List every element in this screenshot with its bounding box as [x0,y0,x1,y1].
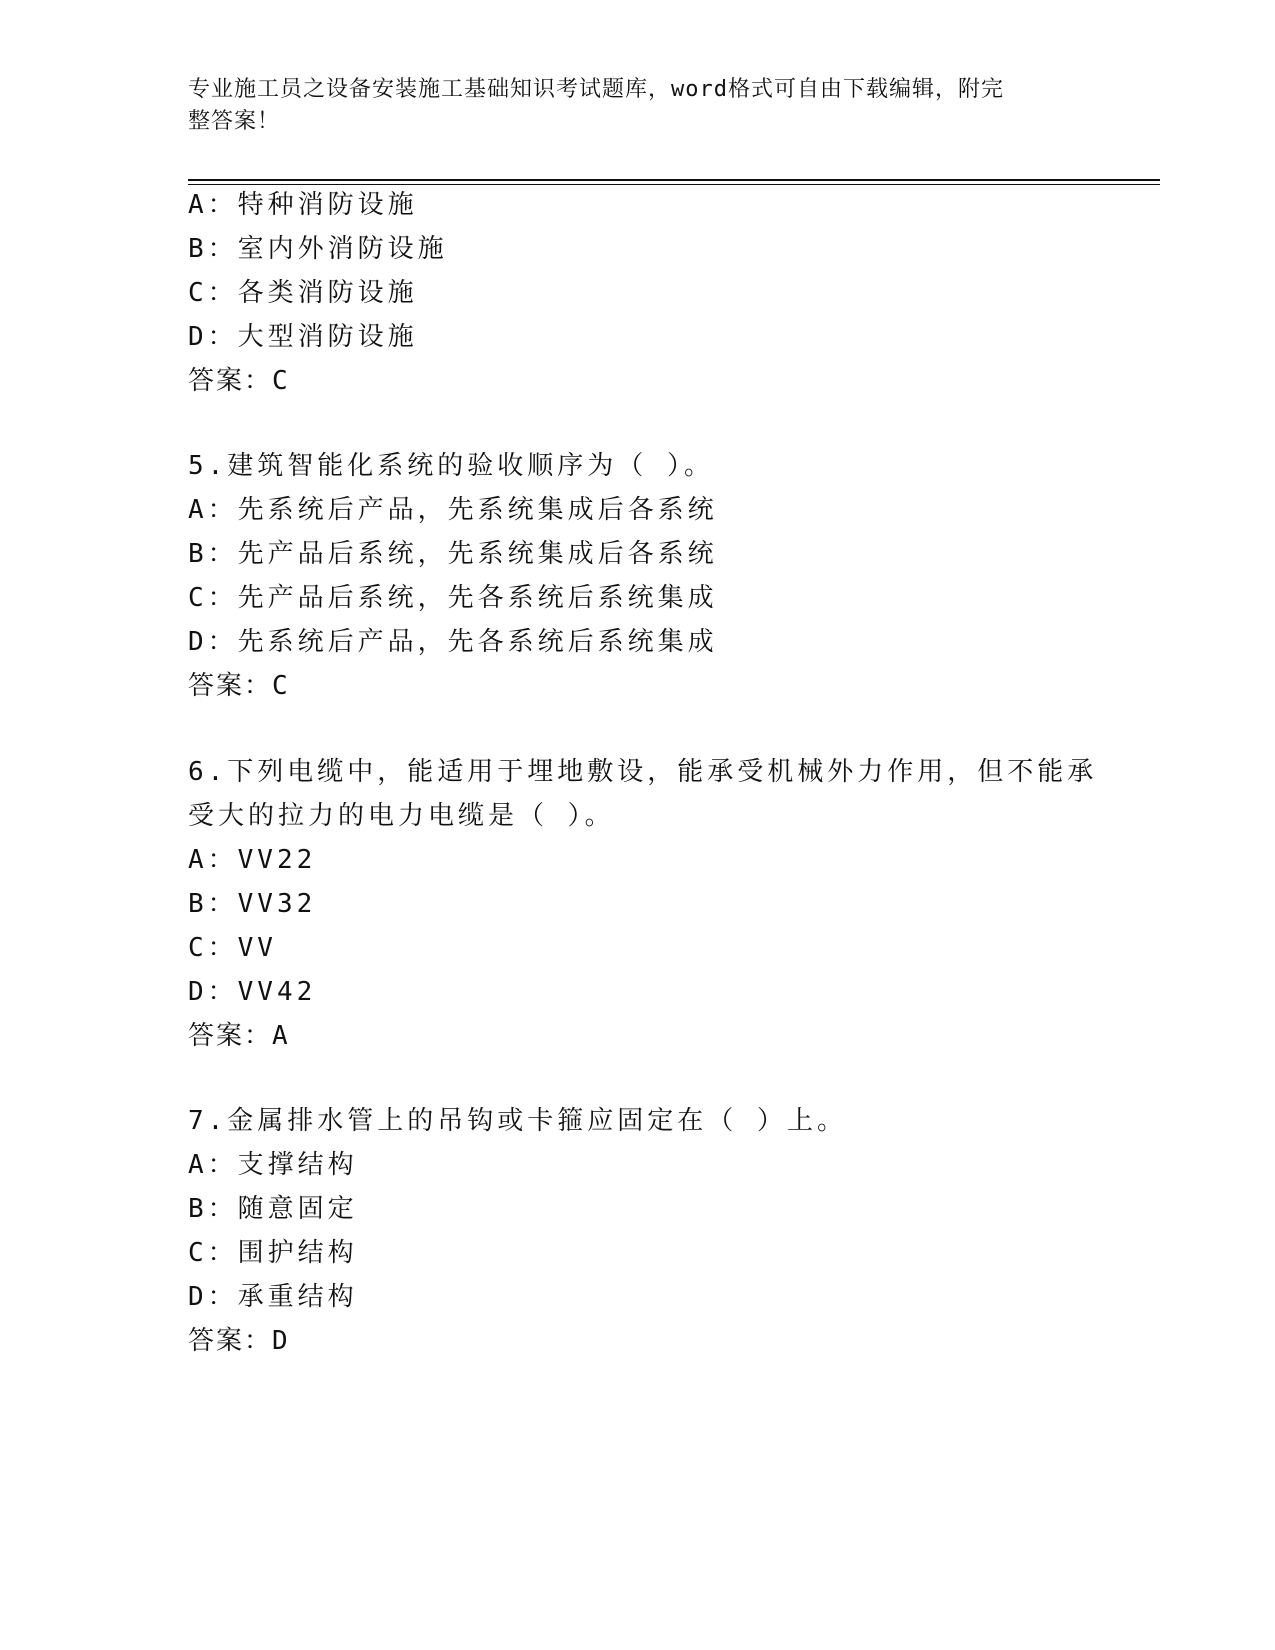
q7-option-d: D：承重结构 [188,1282,358,1312]
q5-option-b: B：先产品后系统，先系统集成后各系统 [188,539,718,569]
q4-option-a: A：特种消防设施 [188,190,418,220]
q6-stem-line-1: 6.下列电缆中，能适用于埋地敷设，能承受机械外力作用，但不能承 [188,757,1098,787]
q5-option-c: C：先产品后系统，先各系统后系统集成 [188,583,718,613]
q4-option-d: D：大型消防设施 [188,322,418,352]
q7-option-b: B：随意固定 [188,1194,358,1224]
q4-option-c: C：各类消防设施 [188,278,418,308]
header-rule-thin [188,184,1160,185]
header-line-1: 专业施工员之设备安装施工基础知识考试题库，word格式可自由下载编辑，附完 [188,77,1004,102]
header-line-2: 整答案！ [188,109,281,134]
header-rule-thick [188,179,1160,181]
q4-option-b: B：室内外消防设施 [188,234,448,264]
q6-option-a: A：VV22 [188,845,317,875]
q6-option-d: D：VV42 [188,977,317,1007]
q6-stem-line-2: 受大的拉力的电力电缆是（ ）。 [188,801,615,831]
q5-answer: 答案：C [188,671,290,701]
q7-option-c: C：围护结构 [188,1238,358,1268]
q4-answer: 答案：C [188,366,290,396]
q6-option-c: C：VV [188,933,277,963]
q5-option-d: D：先系统后产品，先各系统后系统集成 [188,627,718,657]
q5-option-a: A：先系统后产品，先系统集成后各系统 [188,495,718,525]
q6-option-b: B：VV32 [188,889,317,919]
document-header [188,74,1088,138]
q6-answer: 答案：A [188,1021,290,1051]
q5-stem: 5.建筑智能化系统的验收顺序为（ ）。 [188,451,714,481]
q7-answer: 答案：D [188,1326,290,1356]
q7-option-a: A：支撑结构 [188,1150,358,1180]
q7-stem: 7.金属排水管上的吊钩或卡箍应固定在（ ）上。 [188,1106,847,1136]
